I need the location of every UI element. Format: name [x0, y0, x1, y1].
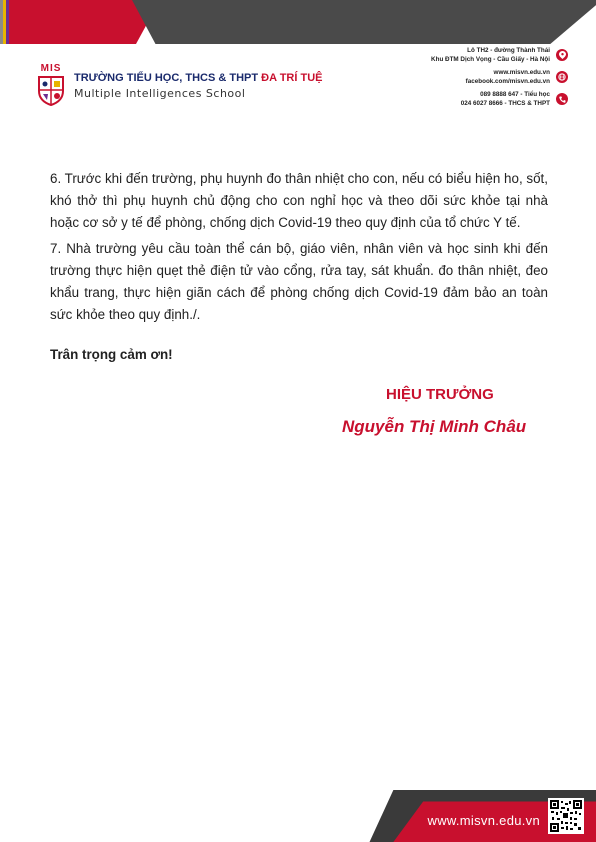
- school-name-english: Multiple Intelligences School: [74, 87, 246, 100]
- header-dark-band: [132, 0, 596, 44]
- footer-bar: [0, 790, 596, 842]
- web-line-2[interactable]: facebook.com/misvn.edu.vn: [465, 78, 550, 85]
- location-pin-icon: [556, 49, 568, 61]
- header-bar: [0, 0, 596, 44]
- crest-letters: MIS: [40, 63, 62, 74]
- shield-icon: [37, 75, 65, 107]
- web-line-1[interactable]: www.misvn.edu.vn: [493, 69, 550, 76]
- qr-code-icon[interactable]: [548, 798, 584, 834]
- signature-block: [330, 386, 570, 437]
- contact-address: [368, 46, 568, 64]
- signature-name: Nguyễn Thị Minh Châu: [342, 417, 527, 436]
- school-crest: [34, 64, 68, 107]
- footer-website-link[interactable]: www.misvn.edu.vn: [427, 813, 540, 828]
- address-line-2: Khu ĐTM Dịch Vọng - Cầu Giấy - Hà Nội: [431, 56, 550, 63]
- contact-block: [368, 46, 568, 112]
- header-stripes: [0, 0, 12, 44]
- school-logo: [34, 64, 322, 107]
- address-line-1: Lô TH2 - đường Thành Thái: [467, 47, 550, 54]
- logo-text: [74, 72, 322, 100]
- phone-line-2: 024 6027 8666 - THCS & THPT: [460, 100, 550, 107]
- phone-icon: [556, 93, 568, 105]
- globe-icon: [556, 71, 568, 83]
- contact-phone: [368, 90, 568, 108]
- school-name-prefix: TRƯỜNG TIỂU HỌC, THCS & THPT: [74, 72, 262, 84]
- closing-thanks: Trân trọng cảm ơn!: [50, 347, 173, 362]
- letter-body: [50, 168, 548, 366]
- paragraph-7: 7. Nhà trường yêu cầu toàn thể cán bộ, giáo viên, nhân viên và học sinh khi đến trường thực hiện quẹt thẻ điện tử vào cổng, rửa tay, sát khuẩn. đo thân nhiệt, đeo khẩu trang, thực hiện giãn cách để phòng chống dịch Covid-19 đảm bảo an toàn sức khỏe theo quy định./.: [50, 241, 548, 322]
- signature-title: HIỆU TRƯỞNG: [386, 386, 494, 403]
- paragraph-6: 6. Trước khi đến trường, phụ huynh đo thân nhiệt cho con, nếu có biểu hiện ho, sốt, khó thở thì phụ huynh chủ động cho con nghỉ học và theo dõi sức khỏe tại nhà hoặc cơ sở y tế để phòng, chống dịch Covid-19 theo quy định của tổ chức Y tế.: [50, 171, 548, 230]
- school-name-accent: ĐA TRÍ TUỆ: [261, 72, 323, 84]
- phone-line-1: 089 8888 647 - Tiểu học: [480, 91, 550, 98]
- school-name: [74, 72, 322, 84]
- contact-web: [368, 68, 568, 86]
